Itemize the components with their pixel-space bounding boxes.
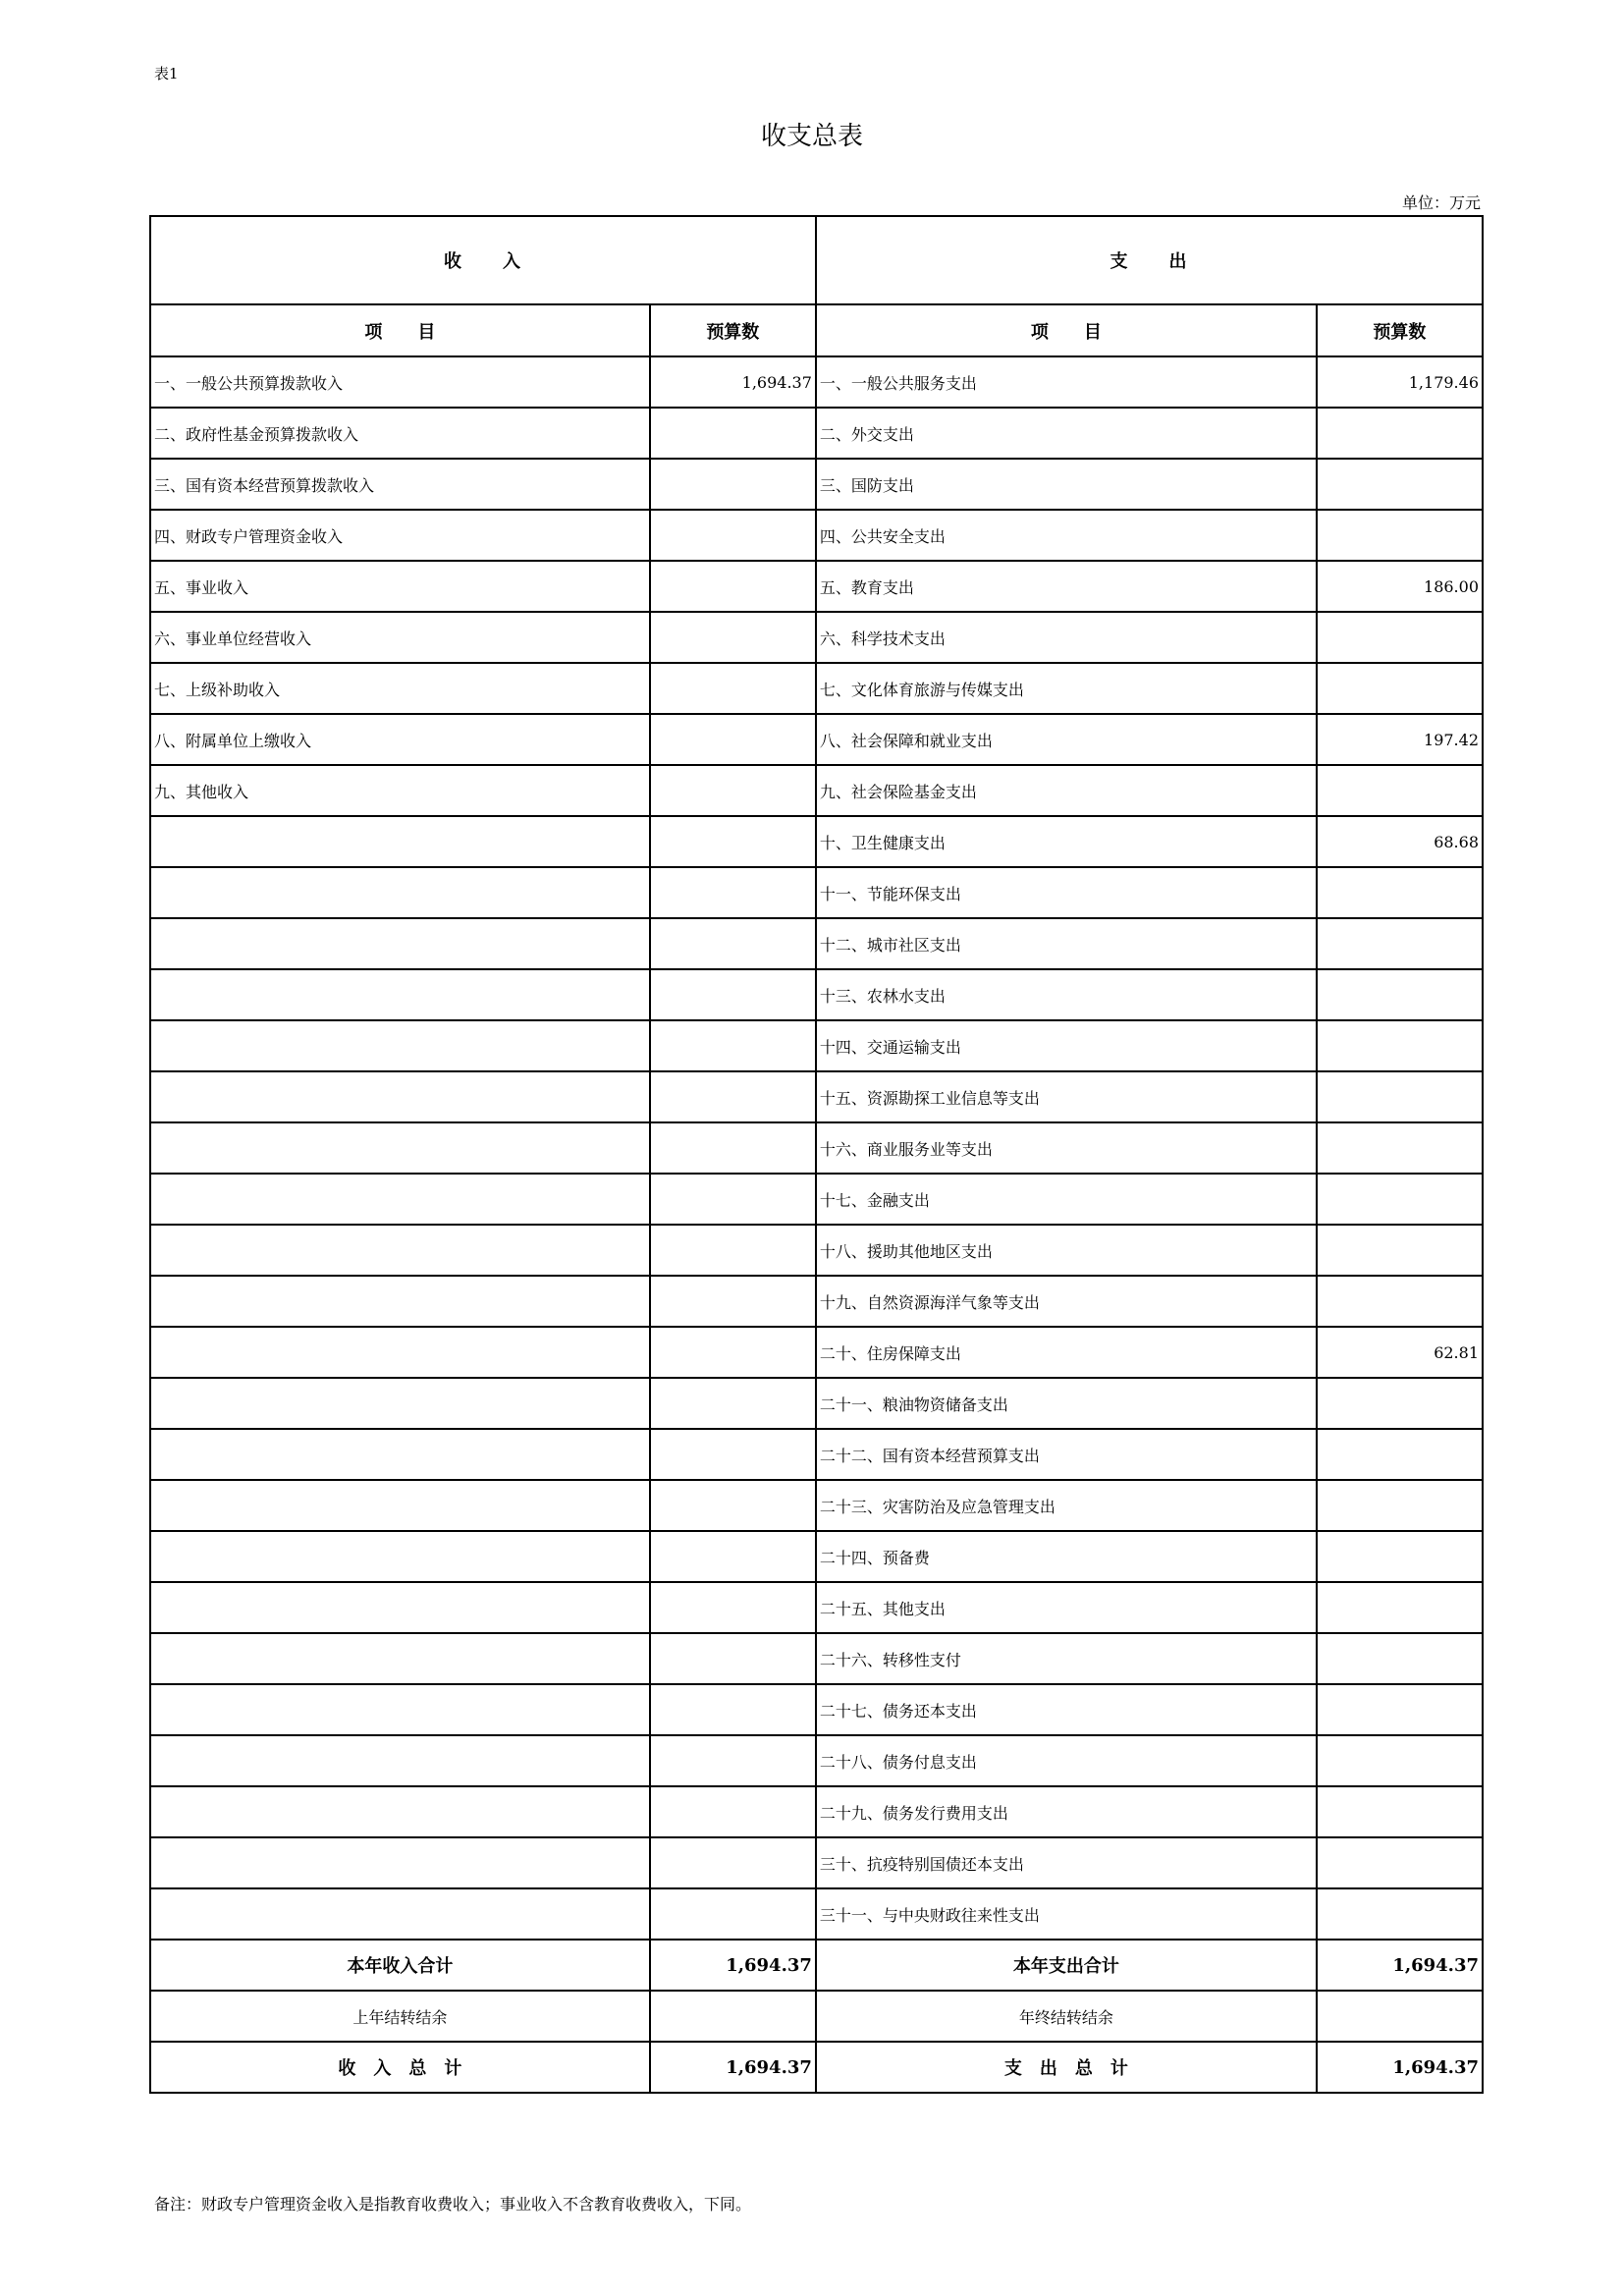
table-row [150,1837,1483,1888]
expense-item-cell: 二十三、灾害防治及应急管理支出 [816,1480,1317,1531]
income-item-cell: 五、事业收入 [150,561,650,612]
expense-value-cell [1317,765,1483,816]
income-value-cell [650,1276,816,1327]
table-row [150,1225,1483,1276]
expense-value-cell [1317,1888,1483,1940]
table-row [150,1735,1483,1786]
income-item-cell [150,867,650,918]
expense-item-cell: 二十二、国有资本经营预算支出 [816,1429,1317,1480]
table-row [150,765,1483,816]
income-item-cell [150,1020,650,1071]
income-value-cell [650,1480,816,1531]
income-value-cell [650,1429,816,1480]
expense-item-cell: 十九、自然资源海洋气象等支出 [816,1276,1317,1327]
year-expense-total-value: 1,694.37 [1317,1940,1483,1991]
income-item-cell [150,1786,650,1837]
grand-total-row [150,2042,1483,2093]
year-income-total-label: 本年收入合计 [150,1940,650,1991]
income-item-cell: 九、其他收入 [150,765,650,816]
table-row [150,408,1483,459]
income-value-cell [650,459,816,510]
table-row [150,714,1483,765]
income-value-cell [650,561,816,612]
income-item-cell [150,1531,650,1582]
expense-item-cell: 十四、交通运输支出 [816,1020,1317,1071]
end-carry-value [1317,1991,1483,2042]
expense-grand-total-label: 支 出 总 计 [816,2042,1317,2093]
table-row [150,1071,1483,1122]
expense-value-cell [1317,459,1483,510]
expense-value-cell [1317,510,1483,561]
expense-value-cell [1317,1582,1483,1633]
income-grand-total-value: 1,694.37 [650,2042,816,2093]
income-value-cell [650,714,816,765]
expense-budget-header: 预算数 [1317,304,1483,356]
table-row [150,1327,1483,1378]
expense-item-cell: 三、国防支出 [816,459,1317,510]
prev-carry-value [650,1991,816,2042]
expense-item-cell: 二十九、债务发行费用支出 [816,1786,1317,1837]
expense-item-cell: 十二、城市社区支出 [816,918,1317,969]
income-value-cell [650,1174,816,1225]
expense-item-cell: 二十四、预备费 [816,1531,1317,1582]
expense-item-cell: 二十五、其他支出 [816,1582,1317,1633]
expense-value-cell [1317,1225,1483,1276]
expense-item-cell: 十五、资源勘探工业信息等支出 [816,1071,1317,1122]
expense-item-cell: 六、科学技术支出 [816,612,1317,663]
income-item-cell: 四、财政专户管理资金收入 [150,510,650,561]
expense-value-cell [1317,918,1483,969]
table-row [150,1174,1483,1225]
table-row [150,1888,1483,1940]
expense-item-cell: 二十一、粮油物资储备支出 [816,1378,1317,1429]
income-item-cell [150,1276,650,1327]
expense-item-cell: 一、一般公共服务支出 [816,356,1317,408]
table-row [150,510,1483,561]
income-item-cell [150,969,650,1020]
expense-item-cell: 二十、住房保障支出 [816,1327,1317,1378]
expense-value-cell [1317,663,1483,714]
expense-item-header: 项 目 [816,304,1317,356]
income-value-cell [650,867,816,918]
expense-value-cell [1317,1276,1483,1327]
table-row [150,1276,1483,1327]
income-item-cell: 三、国有资本经营预算拨款收入 [150,459,650,510]
column-header-row [150,304,1483,356]
expense-item-cell: 三十一、与中央财政往来性支出 [816,1888,1317,1940]
expense-value-cell [1317,1480,1483,1531]
expense-item-cell: 二、外交支出 [816,408,1317,459]
income-item-cell [150,1378,650,1429]
end-carry-label: 年终结转结余 [816,1991,1317,2042]
table-row [150,867,1483,918]
income-value-cell [650,816,816,867]
income-value-cell [650,765,816,816]
expense-item-cell: 七、文化体育旅游与传媒支出 [816,663,1317,714]
table-row [150,561,1483,612]
expense-value-cell [1317,1531,1483,1582]
income-grand-total-label: 收 入 总 计 [150,2042,650,2093]
expense-item-cell: 五、教育支出 [816,561,1317,612]
income-value-cell [650,1633,816,1684]
expense-value-cell [1317,1378,1483,1429]
income-item-cell [150,1480,650,1531]
table-row [150,1684,1483,1735]
expense-item-cell: 四、公共安全支出 [816,510,1317,561]
expense-value-cell [1317,1735,1483,1786]
income-value-cell [650,1837,816,1888]
expense-value-cell: 62.81 [1317,1327,1483,1378]
income-item-cell [150,918,650,969]
income-item-cell [150,1174,650,1225]
income-item-header: 项 目 [150,304,650,356]
prev-carry-label: 上年结转结余 [150,1991,650,2042]
table-row [150,1582,1483,1633]
expense-value-cell [1317,1071,1483,1122]
expense-item-cell: 九、社会保险基金支出 [816,765,1317,816]
expense-value-cell [1317,1837,1483,1888]
expense-item-cell: 十七、金融支出 [816,1174,1317,1225]
table-row [150,918,1483,969]
expense-value-cell [1317,1122,1483,1174]
income-item-cell [150,1429,650,1480]
unit-label: 单位：万元 [1401,193,1481,212]
expense-value-cell [1317,612,1483,663]
income-value-cell [650,1020,816,1071]
income-value-cell [650,1071,816,1122]
income-item-cell: 七、上级补助收入 [150,663,650,714]
year-income-total-value: 1,694.37 [650,1940,816,1991]
income-item-cell [150,1327,650,1378]
table-row [150,612,1483,663]
income-item-cell [150,1633,650,1684]
table-row [150,1480,1483,1531]
income-item-cell: 二、政府性基金预算拨款收入 [150,408,650,459]
expense-item-cell: 十一、节能环保支出 [816,867,1317,918]
table-row [150,816,1483,867]
expense-item-cell: 二十六、转移性支付 [816,1633,1317,1684]
expense-item-cell: 三十、抗疫特别国债还本支出 [816,1837,1317,1888]
table-row [150,1633,1483,1684]
table-number: 表1 [154,65,179,82]
table-row [150,1378,1483,1429]
expense-value-cell [1317,1174,1483,1225]
income-value-cell [650,1531,816,1582]
income-item-cell [150,1837,650,1888]
budget-summary-table [149,215,1484,2094]
table-row [150,1786,1483,1837]
expense-item-cell: 八、社会保障和就业支出 [816,714,1317,765]
income-budget-header: 预算数 [650,304,816,356]
income-item-cell: 八、附属单位上缴收入 [150,714,650,765]
table-row [150,459,1483,510]
expense-value-cell [1317,1429,1483,1480]
footnote: 备注：财政专户管理资金收入是指教育收费收入；事业收入不含教育收费收入，下同。 [154,2195,752,2214]
income-section-header: 收 入 [150,216,816,304]
income-item-cell [150,1735,650,1786]
expense-value-cell [1317,1020,1483,1071]
expense-item-cell: 十六、商业服务业等支出 [816,1122,1317,1174]
income-value-cell [650,1582,816,1633]
income-item-cell [150,1888,650,1940]
income-value-cell [650,1786,816,1837]
expense-item-cell: 十三、农林水支出 [816,969,1317,1020]
table-row [150,1122,1483,1174]
table-row [150,356,1483,408]
income-value-cell [650,510,816,561]
income-item-cell [150,1071,650,1122]
expense-item-cell: 二十七、债务还本支出 [816,1684,1317,1735]
year-total-row [150,1940,1483,1991]
income-value-cell [650,1225,816,1276]
expense-value-cell [1317,867,1483,918]
income-value-cell: 1,694.37 [650,356,816,408]
expense-value-cell: 186.00 [1317,561,1483,612]
expense-item-cell: 二十八、债务付息支出 [816,1735,1317,1786]
expense-item-cell: 十八、援助其他地区支出 [816,1225,1317,1276]
section-header-row [150,216,1483,304]
expense-value-cell [1317,1684,1483,1735]
expense-value-cell [1317,1786,1483,1837]
table-row [150,1429,1483,1480]
income-item-cell [150,1225,650,1276]
income-value-cell [650,1888,816,1940]
income-value-cell [650,408,816,459]
income-item-cell [150,1582,650,1633]
income-item-cell [150,1122,650,1174]
income-value-cell [650,612,816,663]
expense-value-cell [1317,408,1483,459]
expense-value-cell [1317,969,1483,1020]
table-row [150,1020,1483,1071]
income-item-cell [150,1684,650,1735]
carryover-row [150,1991,1483,2042]
income-value-cell [650,1684,816,1735]
table-row [150,1531,1483,1582]
table-row [150,663,1483,714]
year-expense-total-label: 本年支出合计 [816,1940,1317,1991]
expense-grand-total-value: 1,694.37 [1317,2042,1483,2093]
page-title: 收支总表 [760,122,863,151]
expense-section-header: 支 出 [816,216,1483,304]
income-item-cell [150,816,650,867]
expense-value-cell: 68.68 [1317,816,1483,867]
income-value-cell [650,918,816,969]
table-row [150,969,1483,1020]
income-value-cell [650,663,816,714]
income-item-cell: 六、事业单位经营收入 [150,612,650,663]
expense-value-cell: 1,179.46 [1317,356,1483,408]
expense-value-cell: 197.42 [1317,714,1483,765]
income-value-cell [650,1327,816,1378]
income-value-cell [650,1378,816,1429]
income-value-cell [650,969,816,1020]
income-item-cell: 一、一般公共预算拨款收入 [150,356,650,408]
expense-item-cell: 十、卫生健康支出 [816,816,1317,867]
income-value-cell [650,1735,816,1786]
income-value-cell [650,1122,816,1174]
expense-value-cell [1317,1633,1483,1684]
